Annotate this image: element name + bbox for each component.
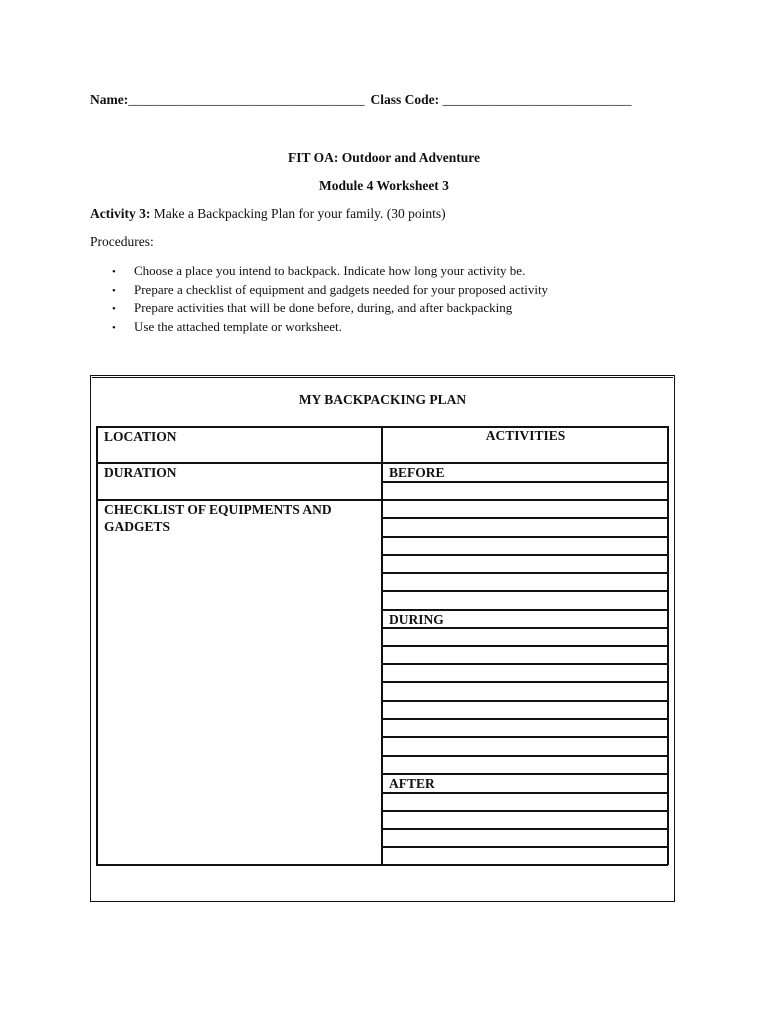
activity-entry-line[interactable]	[383, 538, 668, 554]
activity-entry-line[interactable]	[383, 830, 668, 846]
list-item: • Use the attached template or worksheet.	[112, 318, 548, 337]
class-code-blank[interactable]: ____________________________	[442, 92, 632, 107]
checklist-input[interactable]	[98, 537, 380, 863]
checklist-label-line2: GADGETS	[104, 519, 171, 534]
activity-entry-line[interactable]	[383, 720, 668, 736]
activity-entry-line[interactable]	[383, 519, 668, 536]
activity-row-rule	[381, 846, 668, 848]
class-code-label: Class Code:	[370, 92, 440, 107]
activity-entry-line[interactable]	[383, 629, 668, 645]
box-double-rule	[92, 377, 673, 378]
list-item: • Prepare activities that will be done before, during, and after backpacking	[112, 299, 548, 318]
activity-entry-line[interactable]	[383, 665, 668, 681]
module-title: Module 4 Worksheet 3	[319, 178, 449, 193]
procedures-list	[112, 262, 548, 336]
activity-entry-line[interactable]	[383, 647, 668, 663]
bullet-icon: •	[112, 303, 116, 315]
activity-entry-line[interactable]	[383, 574, 668, 590]
name-blank[interactable]: ___________________________________	[128, 92, 365, 107]
activity-label: Activity 3:	[90, 206, 151, 221]
activity-entry-line[interactable]	[383, 738, 668, 755]
activity-entry-line[interactable]	[383, 501, 668, 517]
list-item: • Prepare a checklist of equipment and gadgets needed for your proposed activity	[112, 281, 548, 300]
activity-entry-line[interactable]	[383, 611, 668, 627]
plan-title: MY BACKPACKING PLAN	[298, 392, 467, 407]
checklist-label-line1: CHECKLIST OF EQUIPMENTS AND	[104, 502, 332, 517]
duration-label: DURATION	[104, 465, 177, 480]
activity-entry-line[interactable]	[383, 757, 668, 773]
location-label: LOCATION	[104, 429, 177, 444]
activity-entry-line[interactable]	[383, 794, 668, 810]
activity-entry-line[interactable]	[383, 464, 668, 481]
after-label: AFTER	[389, 776, 435, 791]
activity-entry-line[interactable]	[383, 775, 668, 792]
name-class-line	[90, 92, 632, 108]
during-label: DURING	[389, 612, 444, 627]
activity-entry-line[interactable]	[383, 592, 668, 609]
list-item: • Choose a place you intend to backpack. Indicate how long your activity be.	[112, 262, 548, 281]
activity-entry-line[interactable]	[383, 702, 668, 718]
bullet-icon: •	[112, 284, 116, 297]
bullet-icon: •	[112, 266, 116, 278]
activity-entry-line[interactable]	[383, 683, 668, 700]
activity-instruction	[90, 206, 446, 222]
location-input[interactable]	[98, 444, 380, 461]
procedures-heading: Procedures:	[90, 234, 154, 249]
course-title: FIT OA: Outdoor and Adventure	[287, 150, 481, 165]
activity-text: Make a Backpacking Plan for your family. (30 points)	[153, 206, 446, 221]
activity-entry-line[interactable]	[383, 556, 668, 572]
bullet-icon: •	[112, 321, 116, 334]
name-label: Name:	[90, 92, 129, 107]
duration-input[interactable]	[98, 481, 380, 498]
before-label: BEFORE	[389, 465, 445, 480]
activity-entry-line[interactable]	[383, 812, 668, 828]
activity-entry-line[interactable]	[383, 483, 668, 499]
activities-header: ACTIVITIES	[485, 428, 566, 443]
